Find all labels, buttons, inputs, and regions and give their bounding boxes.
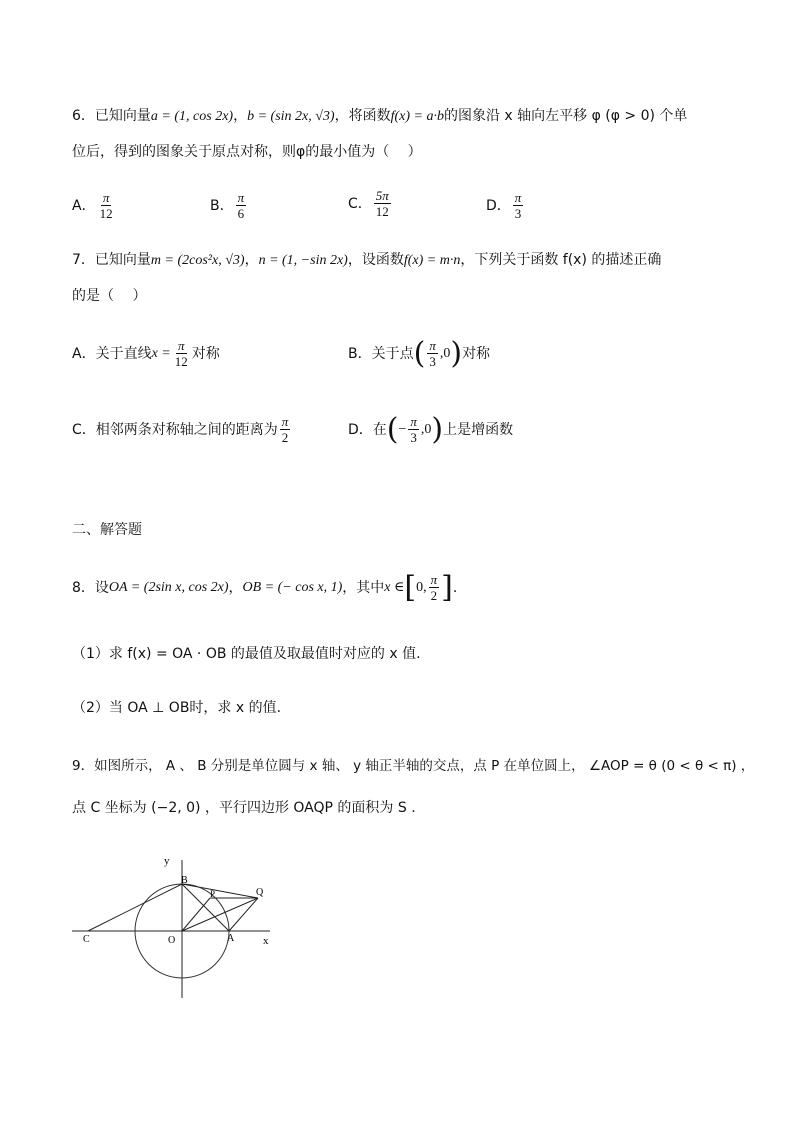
q6-line1 (72, 106, 687, 127)
label-b: B (181, 875, 188, 886)
q6-option-a (72, 190, 117, 221)
fraction: $\frac{\pi}{12}$ (174, 338, 188, 369)
option-tail: ,0 (439, 345, 451, 361)
minus-sign: − (398, 421, 407, 437)
fraction: $\frac{5\pi}{12}$ (375, 188, 389, 219)
option-text: C．相邻两条对称轴之间的距离为 (72, 421, 278, 438)
q7-line1 (72, 250, 661, 271)
q6-prefix: 6．已知向量 (72, 108, 151, 124)
bracket-open: [ (404, 569, 417, 605)
q6-option-c (348, 188, 393, 219)
option-label: A． (72, 197, 96, 214)
paren-close: ) (431, 411, 444, 447)
paren-open: ( (413, 335, 426, 371)
q8-period: . (452, 579, 458, 596)
option-text: B．关于点 (348, 345, 414, 362)
q6-option-d (486, 190, 525, 221)
paren-open: ( (386, 411, 399, 447)
q6-text-mid: ，将函数 (334, 108, 391, 124)
q6-option-b (210, 190, 248, 221)
fraction: $\frac{\pi}{2}$ (430, 572, 438, 603)
geometry-figure (70, 850, 290, 1010)
option-label: C． (348, 195, 372, 212)
q8-domain-start: 0, (416, 579, 427, 595)
q7-option-a (72, 338, 220, 369)
option-label: D． (486, 197, 511, 214)
q6-vector-a: a = (1, cos 2x) (150, 109, 234, 124)
section-title: 二、解答题 (72, 522, 142, 538)
fraction: $\frac{\pi}{2}$ (281, 414, 289, 445)
segment-aq (229, 898, 258, 931)
q8-sep: ， (228, 579, 243, 596)
q7-option-b (348, 335, 491, 371)
option-text: 对称 (462, 345, 491, 362)
q7-text-end: ，下列关于函数 f(x) 的描述正确 (460, 252, 662, 268)
q6-vector-b: b = (sin 2x, √3) (247, 109, 335, 124)
paren-close: ) (450, 335, 463, 371)
label-o: O (168, 935, 176, 946)
q7-function: f(x) = m·n (403, 253, 461, 268)
q7-text-mid: ，设函数 (347, 252, 404, 268)
q8-prefix: 8．设 (72, 579, 109, 596)
q9-line2: 点 C 坐标为 (−2, 0) ，平行四边形 OAQP 的面积为 S . (72, 800, 416, 816)
label-y: y (164, 855, 170, 867)
q7-vector-n: n = (1, −sin 2x) (258, 253, 348, 268)
bracket-close: ] (441, 569, 453, 605)
fraction: $\frac{\pi}{3}$ (429, 338, 436, 369)
q8-vector-oa: OA = (2sin x, cos 2x) (108, 579, 229, 595)
q7-option-c (72, 414, 292, 445)
q6-line2: 位后，得到的图象关于原点对称，则φ的最小值为（ ） (72, 144, 422, 160)
label-c: C (83, 934, 90, 945)
label-p: P (210, 889, 216, 899)
segment-op (182, 898, 210, 931)
fraction: $\frac{\pi}{3}$ (514, 190, 522, 221)
q6-text-end: 的图象沿 x 轴向左平移 φ (φ > 0) 个单 (443, 108, 688, 124)
q8-line1 (72, 569, 458, 605)
q7-sep: ， (244, 252, 259, 268)
option-var: x = (151, 345, 171, 361)
q8-vector-ob: OB = (− cos x, 1) (242, 579, 343, 595)
q8-text-mid: ，其中 (342, 579, 385, 596)
q7-option-d (348, 411, 514, 447)
fraction: $\frac{\pi}{3}$ (410, 414, 417, 445)
option-text: D．在 (348, 421, 387, 438)
label-q: Q (256, 887, 264, 898)
q7-line2: 的是（ ） (72, 288, 147, 304)
segment-cb (88, 884, 182, 931)
q8-sub1: （1）求 f(x) = OA · OB 的最值及取最值时对应的 x 值. (72, 646, 421, 662)
option-text: 上是增函数 (443, 421, 514, 438)
option-tail: ,0 (420, 421, 432, 437)
q7-vector-m: m = (2cos²x, √3) (150, 253, 245, 268)
label-x: x (263, 935, 269, 947)
q8-domain-var: x ∈ (384, 579, 405, 595)
fraction: $\frac{\pi}{6}$ (237, 190, 245, 221)
q6-sep: ， (233, 108, 248, 124)
label-a: A (227, 933, 235, 944)
fraction: $\frac{\pi}{12}$ (99, 190, 113, 221)
q8-sub2: （2）当 OA ⊥ OB时，求 x 的值. (72, 700, 282, 716)
option-text: A．关于直线 (72, 345, 152, 362)
option-label: B． (210, 197, 234, 214)
option-text: 对称 (191, 345, 220, 362)
q7-prefix: 7．已知向量 (72, 252, 151, 268)
q6-function: f(x) = a·b (390, 109, 444, 124)
q9-line1: 9．如图所示， A 、 B 分别是单位圆与 x 轴、 y 轴正半轴的交点，点 P 在单位圆上， ∠AOP = θ (0 < θ < π) ， (72, 758, 755, 774)
